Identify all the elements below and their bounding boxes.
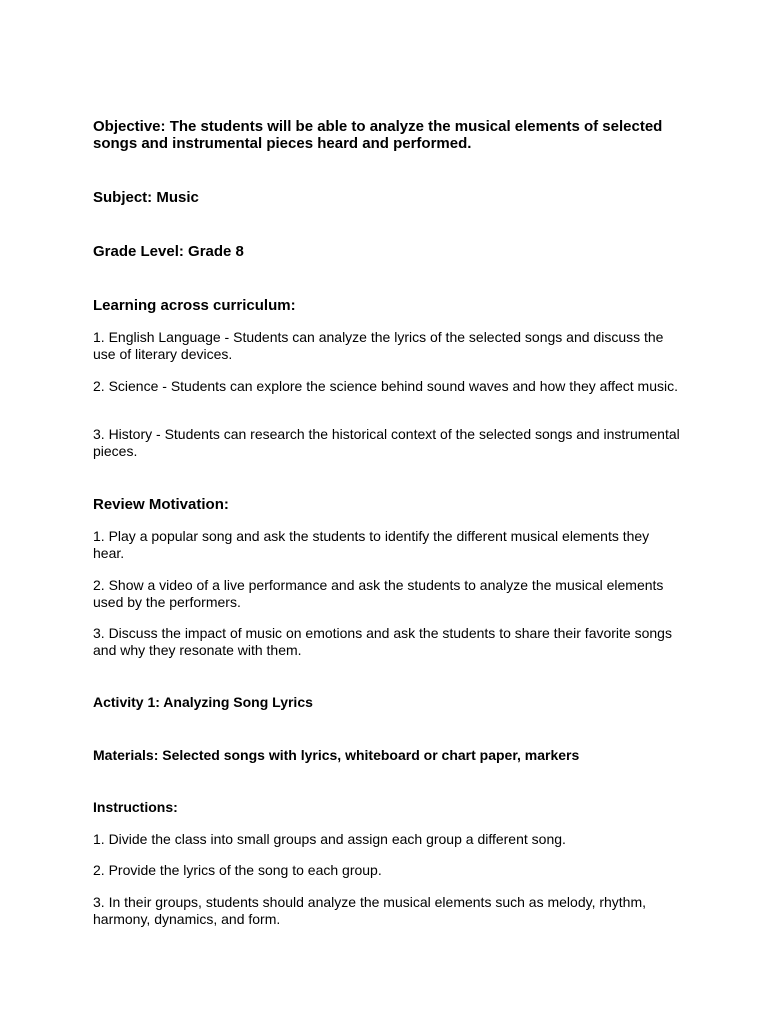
motivation-item-3: 3. Discuss the impact of music on emotions and ask the students to share their favorite songs and why they resonate with them.	[93, 625, 672, 658]
motivation-item-2: 2. Show a video of a live performance and ask the students to analyze the musical elements used by the performers.	[93, 577, 664, 610]
instruction-item-3: 3. In their groups, students should analyze the musical elements such as melody, rhythm, harmony, dynamics, and form.	[93, 894, 647, 927]
subject-heading: Subject: Music	[93, 189, 199, 206]
instruction-item-2: 2. Provide the lyrics of the song to each group.	[93, 862, 382, 878]
review-motivation-heading: Review Motivation:	[93, 496, 229, 513]
curriculum-item-history: 3. History - Students can research the historical context of the selected songs and instrumental pieces.	[93, 426, 680, 459]
instruction-item-1: 1. Divide the class into small groups and assign each group a different song.	[93, 831, 566, 847]
curriculum-item-english: 1. English Language - Students can analyze the lyrics of the selected songs and discuss the use of literary devices.	[93, 329, 664, 362]
activity-1-title: Activity 1: Analyzing Song Lyrics	[93, 694, 313, 710]
motivation-item-1: 1. Play a popular song and ask the students to identify the different musical elements they hear.	[93, 528, 650, 561]
activity-1-instructions-heading: Instructions:	[93, 799, 178, 815]
activity-1-materials: Materials: Selected songs with lyrics, whiteboard or chart paper, markers	[93, 747, 580, 763]
learning-across-curriculum-heading: Learning across curriculum:	[93, 297, 296, 314]
objective-heading: Objective: The students will be able to analyze the musical elements of selected songs and instrumental pieces heard and performed.	[93, 118, 663, 152]
curriculum-item-science: 2. Science - Students can explore the science behind sound waves and how they affect music.	[93, 378, 678, 394]
grade-level-heading: Grade Level: Grade 8	[93, 243, 244, 260]
